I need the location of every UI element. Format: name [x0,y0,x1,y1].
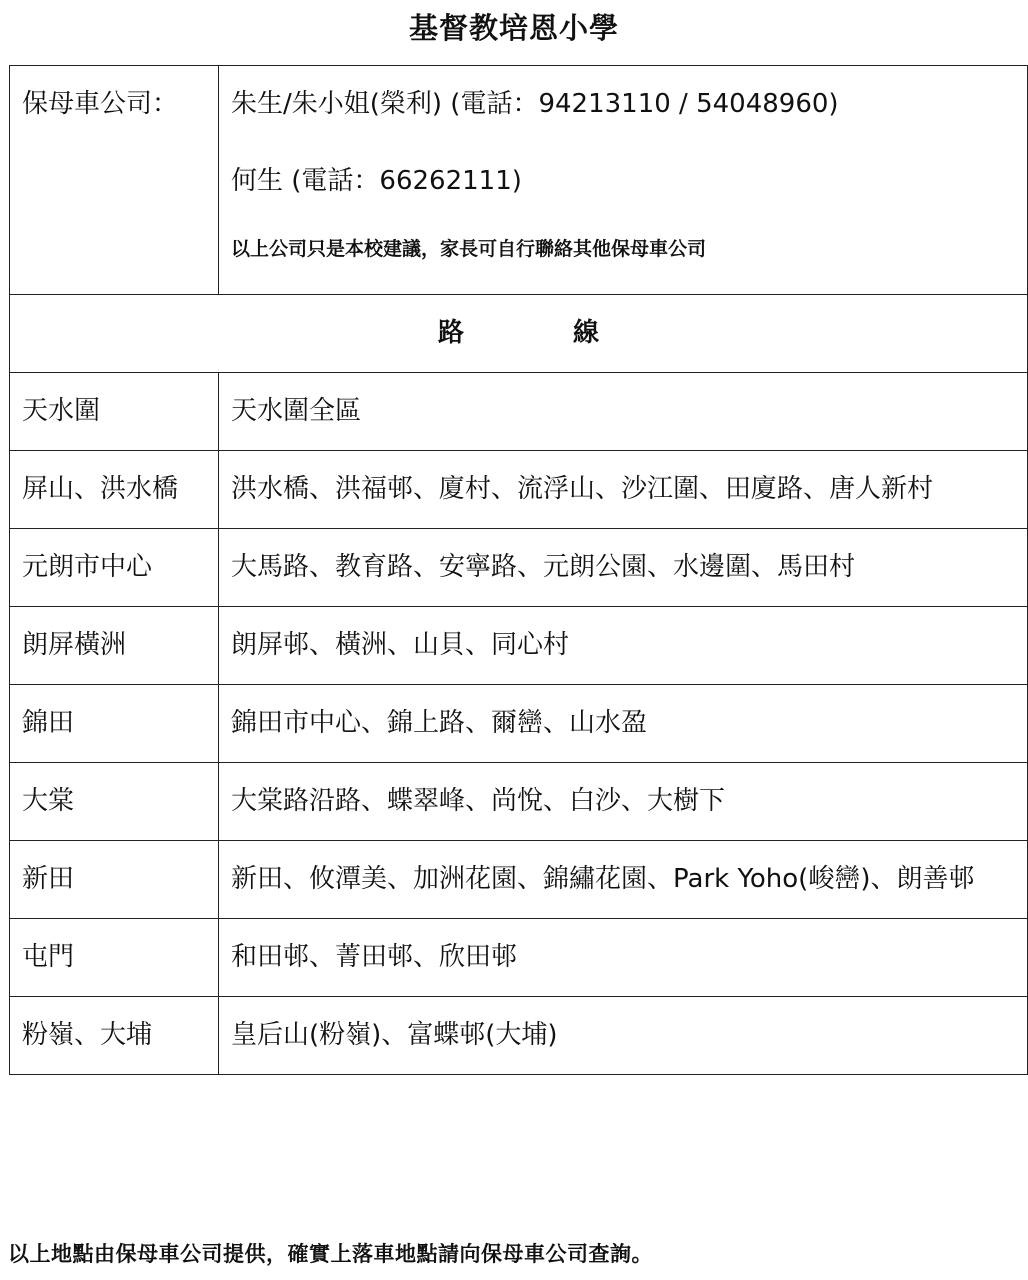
table-row [10,997,1028,1075]
route-stops: 和田邨、菁田邨、欣田邨 [219,919,1028,997]
route-stops: 洪水橋、洪福邨、廈村、流浮山、沙江圍、田廈路、唐人新村 [219,451,1028,529]
route-area: 大棠 [10,763,219,841]
route-stops: 朗屏邨、橫洲、山貝、同心村 [219,607,1028,685]
route-stops: 大棠路沿路、蝶翠峰、尚悅、白沙、大樹下 [219,763,1028,841]
table-row [10,607,1028,685]
route-stops: 皇后山(粉嶺)、富蝶邨(大埔) [219,997,1028,1075]
table-row [10,373,1028,451]
route-area: 屯門 [10,919,219,997]
school-bus-table [9,65,1028,1075]
table-row [10,919,1028,997]
company-label: 保母車公司： [10,66,219,295]
company-line-1: 朱生/朱小姐(榮利) (電話：94213110 / 54048960) [231,89,839,119]
footer-note: 以上地點由保母車公司提供，確實上落車地點請向保母車公司查詢。 [8,1242,653,1266]
route-area: 元朗市中心 [10,529,219,607]
routes-header-char-2: 線 [573,318,600,348]
routes-header [10,295,1028,373]
routes-header-char-1: 路 [437,318,464,348]
company-row [10,66,1028,295]
route-stops: 新田、攸潭美、加洲花園、錦繡花園、Park Yoho(峻巒)、朗善邨 [219,841,1028,919]
page-title: 基督教培恩小學 [408,11,619,45]
company-note: 以上公司只是本校建議，家長可自行聯絡其他保母車公司 [231,238,707,260]
route-area: 朗屏橫洲 [10,607,219,685]
table-row [10,529,1028,607]
table-row [10,451,1028,529]
table-row [10,685,1028,763]
route-area: 新田 [10,841,219,919]
route-stops: 錦田市中心、錦上路、爾巒、山水盈 [219,685,1028,763]
route-area: 錦田 [10,685,219,763]
company-info [219,66,1028,295]
route-stops: 天水圍全區 [219,373,1028,451]
table-row [10,841,1028,919]
route-area: 粉嶺、大埔 [10,997,219,1075]
company-line-2: 何生 (電話：66262111) [231,166,522,196]
table-row [10,763,1028,841]
route-stops: 大馬路、教育路、安寧路、元朗公園、水邊圍、馬田村 [219,529,1028,607]
route-area: 天水圍 [10,373,219,451]
routes-header-row [10,295,1028,373]
route-area: 屏山、洪水橋 [10,451,219,529]
